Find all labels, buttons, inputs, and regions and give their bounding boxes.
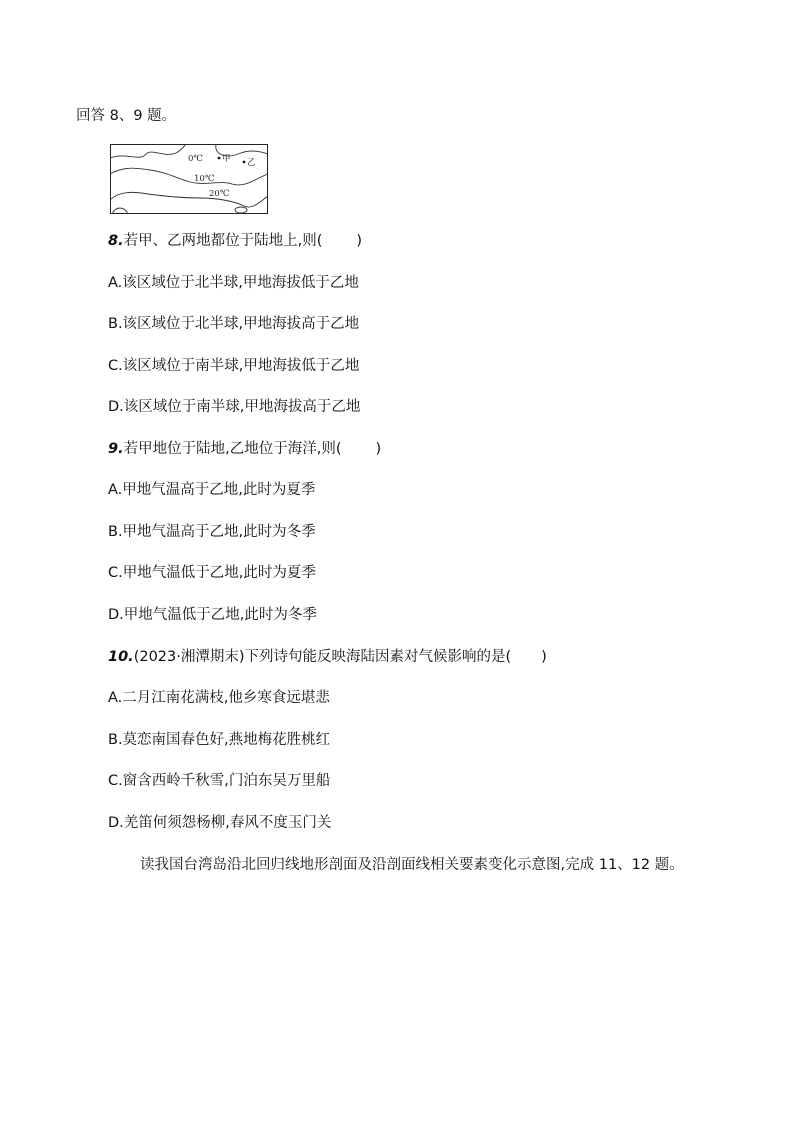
question-text: (2023·湘潭期末)下列诗句能反映海陆因素对气候影响的是(	[133, 649, 512, 665]
option-9b: B.甲地气温高于乙地,此时为冬季	[108, 524, 316, 540]
question-number: 10.	[108, 649, 134, 665]
option-10c: C.窗含西岭千秋雪,门泊东吴万里船	[108, 773, 331, 789]
isotherm-0-left	[110, 144, 186, 158]
isotherm-20	[110, 192, 268, 207]
answer-paren-close: )	[356, 233, 363, 249]
point-jia-dot	[218, 157, 221, 160]
reading-instruction: 读我国台湾岛沿北回归线地形剖面及沿剖面线相关要素变化示意图,完成 11、12 题。	[140, 857, 684, 873]
label-jia: 甲	[222, 154, 231, 164]
isotherm-10	[110, 168, 268, 185]
question-number: 8.	[108, 233, 124, 249]
question-9-stem	[108, 440, 381, 458]
option-9a: A.甲地气温高于乙地,此时为夏季	[108, 482, 316, 498]
option-10a: A.二月江南花满枝,他乡寒食远堪悲	[108, 690, 330, 706]
label-10c: 10℃	[194, 174, 215, 184]
option-9d: D.甲地气温低于乙地,此时为冬季	[108, 607, 317, 623]
isotherm-small-loop	[235, 207, 247, 213]
question-8-stem	[108, 232, 362, 250]
option-8d: D.该区域位于南半球,甲地海拔高于乙地	[108, 399, 361, 415]
option-9c: C.甲地气温低于乙地,此时为夏季	[108, 565, 316, 581]
option-8b: B.该区域位于北半球,甲地海拔高于乙地	[108, 316, 360, 332]
label-20c: 20℃	[209, 189, 230, 199]
answer-paren-close: )	[375, 441, 382, 457]
option-10b: B.莫恋南国春色好,燕地梅花胜桃红	[108, 732, 331, 748]
label-yi: 乙	[247, 158, 256, 168]
question-text: 若甲地位于陆地,乙地位于海洋,则(	[123, 441, 342, 457]
label-0c: 0℃	[188, 154, 203, 164]
intro-text: 回答 8、9 题。	[76, 108, 177, 124]
question-text: 若甲、乙两地都位于陆地上,则(	[123, 233, 323, 249]
question-10-stem	[108, 648, 547, 666]
option-8a: A.该区域位于北半球,甲地海拔低于乙地	[108, 275, 359, 291]
option-8c: C.该区域位于南半球,甲地海拔低于乙地	[108, 358, 360, 374]
question-number: 9.	[108, 441, 124, 457]
option-10d: D.羌笛何须怨杨柳,春风不度玉门关	[108, 815, 332, 831]
answer-paren-close: )	[541, 649, 547, 665]
isotherm-map	[110, 144, 268, 214]
point-yi-dot	[243, 161, 246, 164]
